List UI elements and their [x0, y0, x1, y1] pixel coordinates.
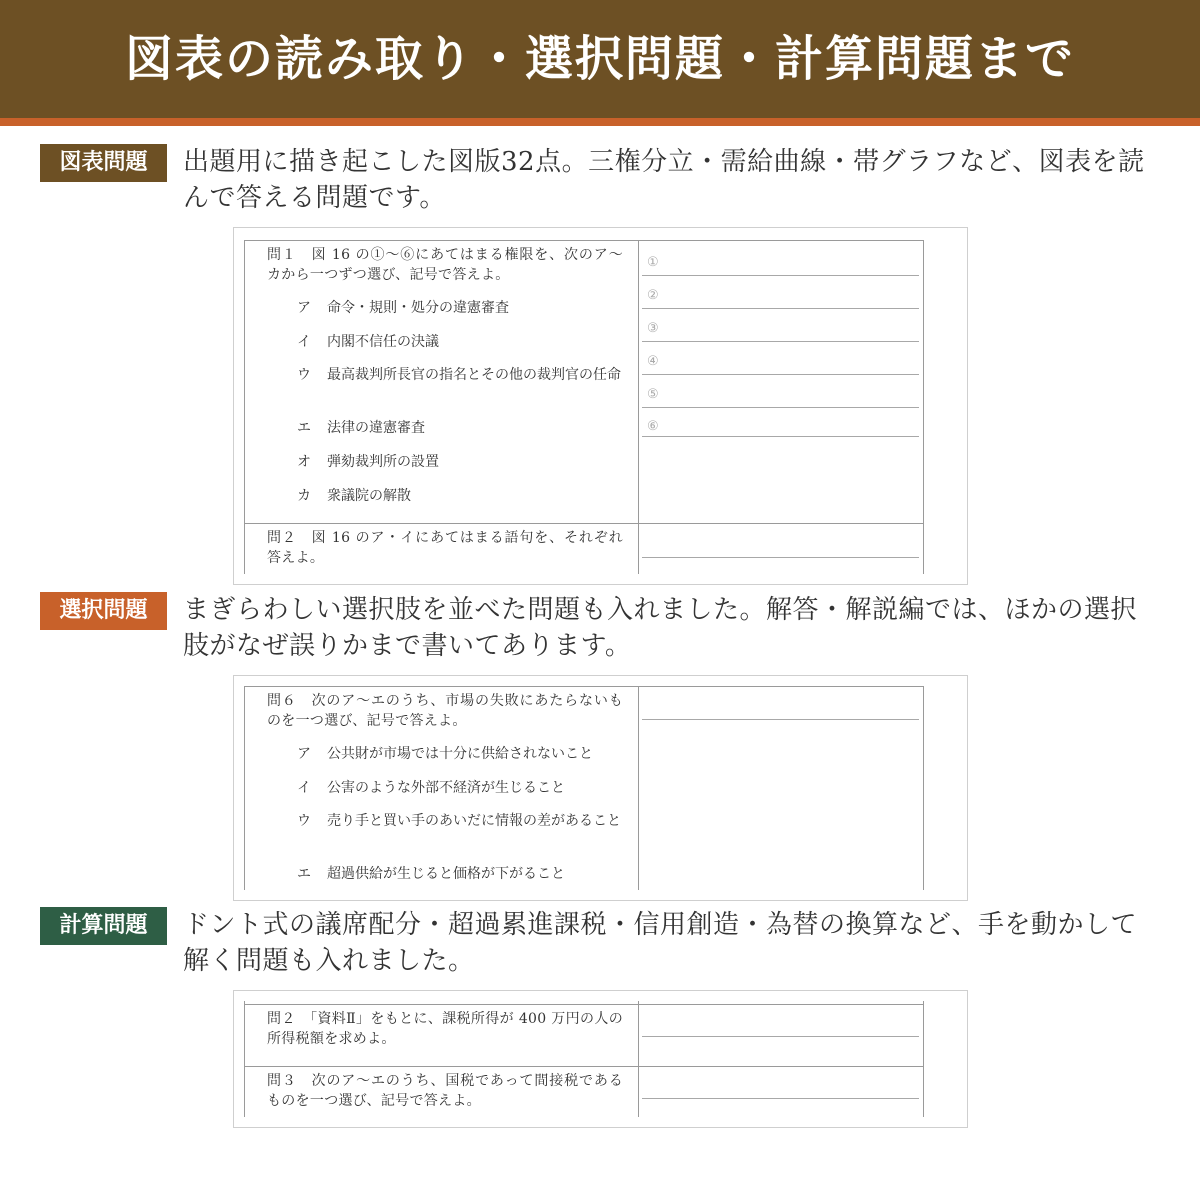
answer-mark: ⑥: [647, 419, 659, 434]
option-item: [267, 365, 627, 385]
option-label: イ: [297, 334, 311, 350]
option-text: 超過供給が生じると価格が下がること: [327, 866, 565, 882]
header-accent-line: [0, 118, 1200, 126]
option-text: 命令・規則・処分の違憲審査: [327, 300, 509, 316]
option-text: 公共財が市場では十分に供給されないこと: [327, 746, 593, 762]
question-text: 問２ 図 16 のア・イにあてはまる語句を、それぞれ答えよ。: [267, 530, 623, 566]
section-tag-figure: 図表問題: [40, 144, 167, 182]
answer-mark: ⑤: [647, 387, 659, 402]
question-text: 問１ 図 16 の①〜⑥にあてはまる権限を、次のア〜カから一つずつ選び、記号で答えよ。: [267, 247, 623, 283]
option-label: エ: [297, 420, 311, 436]
page-title: 図表の読み取り・選択問題・計算問題まで: [124, 31, 1075, 87]
question-text: 問２ 「資料Ⅱ」をもとに、課税所得が 400 万円の人の所得税額を求めよ。: [267, 1011, 623, 1047]
option-label: ア: [297, 300, 311, 316]
answer-mark: ③: [647, 321, 659, 336]
sample-sheet-calculation: [233, 990, 968, 1128]
option-item: [267, 452, 627, 472]
option-text: 売り手と買い手のあいだに情報の差があること: [327, 813, 621, 829]
question-table: [244, 1001, 924, 1117]
answer-mark: ①: [647, 255, 659, 270]
option-text: 公害のような外部不経済が生じること: [327, 780, 565, 796]
option-item: [267, 332, 627, 352]
option-item: [267, 486, 627, 506]
option-item: [267, 418, 627, 438]
option-item: [267, 811, 627, 831]
option-item: [267, 778, 627, 798]
section-tag-calculation: 計算問題: [40, 907, 167, 945]
option-label: エ: [297, 866, 311, 882]
question-text: 問３ 次のア〜エのうち、国税であって間接税であるものを一つ選び、記号で答えよ。: [267, 1073, 623, 1109]
option-text: 弾劾裁判所の設置: [327, 454, 439, 470]
sample-sheet-figure: [233, 227, 968, 585]
option-label: イ: [297, 780, 311, 796]
question-table: [244, 686, 924, 890]
option-text: 法律の違憲審査: [327, 420, 425, 436]
option-item: [267, 864, 627, 884]
option-text: 内閣不信任の決議: [327, 334, 439, 350]
option-label: オ: [297, 454, 311, 470]
section-tag-choice: 選択問題: [40, 592, 167, 630]
section-description-calculation: ドント式の議席配分・超過累進課税・信用創造・為替の換算など、手を動かして解く問題も入れました。: [183, 910, 1138, 976]
option-label: ア: [297, 746, 311, 762]
option-label: ウ: [297, 367, 311, 383]
option-text: 最高裁判所長官の指名とその他の裁判官の任命: [327, 367, 621, 383]
sample-sheet-choice: [233, 675, 968, 901]
answer-mark: ④: [647, 354, 659, 369]
question-table: [244, 240, 924, 574]
answer-mark: ②: [647, 288, 659, 303]
option-item: [267, 298, 627, 318]
option-label: ウ: [297, 813, 311, 829]
option-item: [267, 744, 627, 764]
section-description-choice: まぎらわしい選択肢を並べた問題も入れました。解答・解説編では、ほかの選択肢がなぜ誤りかまで書いてあります。: [183, 595, 1138, 661]
section-description-figure: 出題用に描き起こした図版32点。三権分立・需給曲線・帯グラフなど、図表を読んで答える問題です。: [183, 147, 1145, 213]
option-text: 衆議院の解散: [327, 488, 411, 504]
question-text: 問６ 次のア〜エのうち、市場の失敗にあたらないものを一つ選び、記号で答えよ。: [267, 693, 623, 729]
option-label: カ: [297, 488, 311, 504]
